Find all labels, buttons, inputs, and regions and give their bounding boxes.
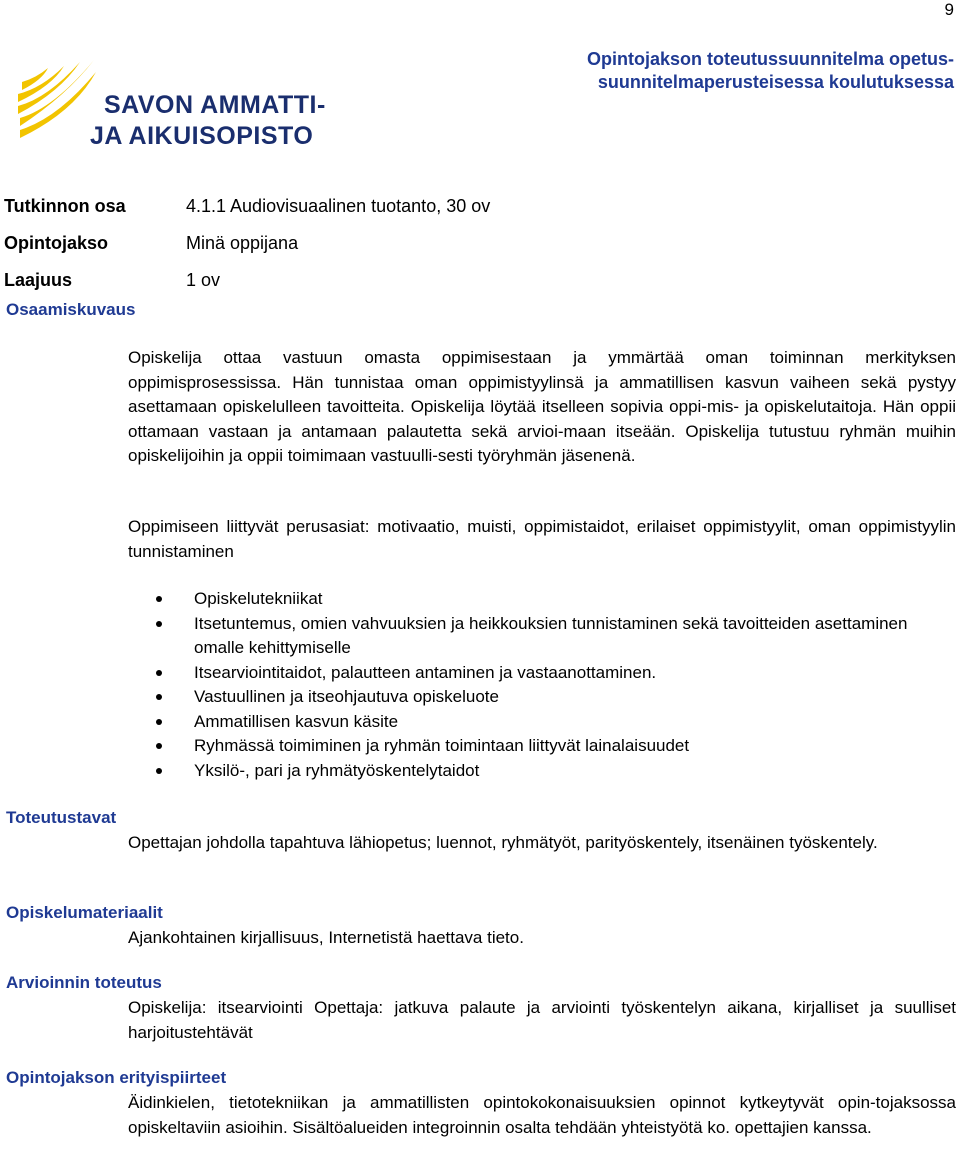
logo-line1: SAVON AMMATTI- <box>104 91 326 119</box>
erityispiirteet-heading: Opintojakson erityispiirteet <box>6 1068 227 1087</box>
list-item: Ammatillisen kasvun käsite <box>150 710 956 735</box>
course-info-table <box>4 188 490 299</box>
list-item: Ryhmässä toimiminen ja ryhmän toimintaan liittyvät lainalaisuudet <box>150 734 956 759</box>
list-item: Opiskelutekniikat <box>150 587 956 612</box>
opiskelumateriaalit-heading: Opiskelumateriaalit <box>6 903 163 922</box>
erityispiirteet-text: Äidinkielen, tietotekniikan ja ammatillisten opintokokonaisuuksien opinnot kytkeytyvät opin-tojaksossa opiskeltaviin asioihin. Sisältöalueiden integroinnin osalta tehdään yhteistyötä ko. opettajien kanssa. <box>128 1093 956 1137</box>
logo-wordmark <box>90 90 326 152</box>
logo-line2: JA AIKUISOPISTO <box>90 122 314 150</box>
osaamiskuvaus-paragraph2: Oppimiseen liittyvät perusasiat: motivaatio, muisti, oppimistaidot, erilaiset oppimistyylit, oman oppimistyylin tunnistaminen <box>128 517 956 561</box>
laajuus-label: Laajuus <box>4 270 73 290</box>
header-title-line1: Opintojakson toteutussuunnitelma opetus- <box>586 49 954 69</box>
toteutustavat-heading: Toteutustavat <box>6 808 117 827</box>
tutkinnon-osa-label: Tutkinnon osa <box>4 196 126 216</box>
laajuus-value: 1 ov <box>186 270 221 290</box>
tutkinnon-osa-value: 4.1.1 Audiovisuaalinen tuotanto, 30 ov <box>186 196 491 216</box>
opintojakso-value: Minä oppijana <box>186 233 299 253</box>
arvioinnin-toteutus-heading: Arvioinnin toteutus <box>6 973 162 992</box>
document-header-title <box>394 48 954 94</box>
list-item: Itsetuntemus, omien vahvuuksien ja heikkouksien tunnistaminen sekä tavoitteiden asettaminen omalle kehittymiselle <box>150 612 956 661</box>
opintojakso-label: Opintojakso <box>4 233 109 253</box>
opiskelumateriaalit-text: Ajankohtainen kirjallisuus, Internetistä haettava tieto. <box>128 928 524 947</box>
arvioinnin-toteutus-text: Opiskelija: itsearviointi Opettaja: jatkuva palaute ja arviointi työskentelyn aikana, kirjalliset ja suulliset harjoitustehtävät <box>128 998 956 1042</box>
info-row-laajuus <box>4 262 490 299</box>
osaamiskuvaus-heading: Osaamiskuvaus <box>6 300 136 319</box>
list-item: Yksilö-, pari ja ryhmätyöskentelytaidot <box>150 759 956 784</box>
info-row-tutkinnon-osa <box>4 188 490 225</box>
osaamiskuvaus-bullet-list <box>150 587 956 783</box>
osaamiskuvaus-paragraph1: Opiskelija ottaa vastuun omasta oppimisestaan ja ymmärtää oman toiminnan merkityksen oppimisprosessissa. Hän tunnistaa oman oppimistyylinsä ja ammatillisen kasvun vaiheen sekä pystyy asettamaan opiskelulleen tavoitteita. Opiskelija löytää itselleen sopivia oppi-mis- ja opiskelutaitoja. Hän oppii ottamaan vastaan ja antamaan palautetta sekä arvioi-maan itseään. Opiskelija tutustuu ryhmän muihin opiskelijoihin ja oppii toimimaan vastuulli-sesti työryhmän jäsenenä. <box>128 348 956 465</box>
list-item: Itsearviointitaidot, palautteen antaminen ja vastaanottaminen. <box>150 661 956 686</box>
header-title-line2: suunnitelmaperusteisessa koulutuksessa <box>597 72 954 92</box>
toteutustavat-text: Opettajan johdolla tapahtuva lähiopetus; luennot, ryhmätyöt, parityöskentely, itsenäinen työskentely. <box>128 833 878 852</box>
page-number: 9 <box>944 0 954 19</box>
list-item: Vastuullinen ja itseohjautuva opiskeluote <box>150 685 956 710</box>
info-row-opintojakso <box>4 225 490 262</box>
institution-logo <box>14 52 344 157</box>
